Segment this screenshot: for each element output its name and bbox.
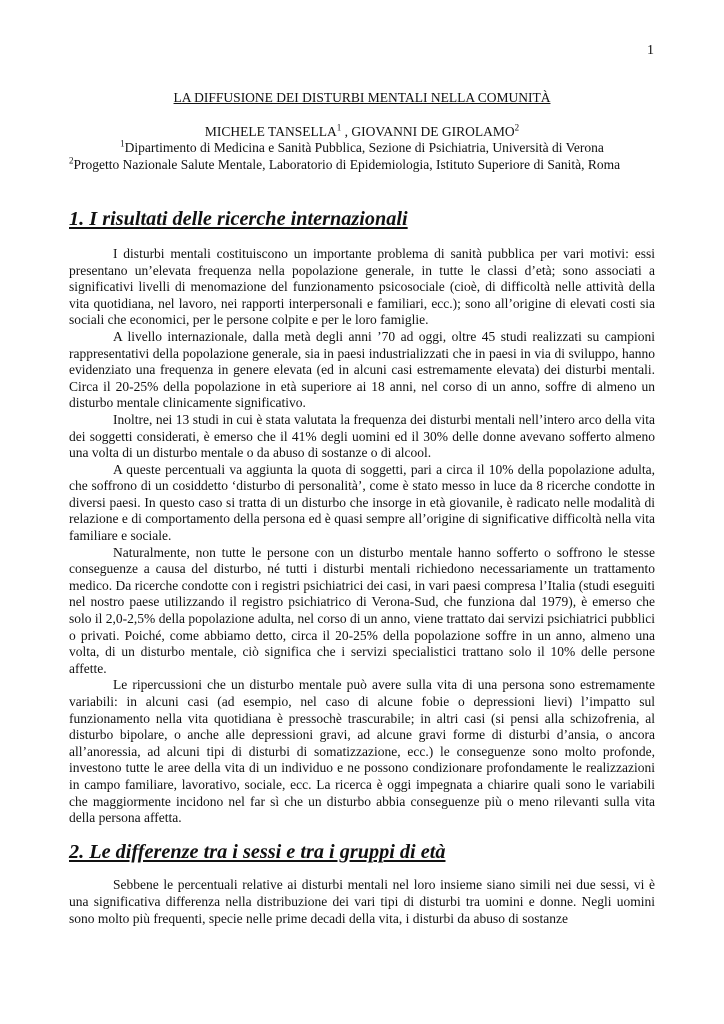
paragraph: Inoltre, nei 13 studi in cui è stata valutata la frequenza dei disturbi mentali nell’intero arco della vita dei soggetti considerati, è emerso che il 41% degli uomini ed il 30% delle donne avevano sofferto almeno una volta di un disturbo mentale o da abuso di sostanze o di alcool. [69, 411, 655, 461]
affiliation-superscript: 2 [69, 155, 74, 166]
paragraph: Le ripercussioni che un disturbo mentale può avere sulla vita di una persona sono estremamente variabili: in alcuni casi (ad esempio, nel caso di alcune fobie o depressioni lievi) l’impatto sul funzionamento nella vita quotidiana è pressochè trascurabile; in altri casi (si pensi alla schizofrenia, al disturbo bipolare, o anche alle depressioni gravi, ad alcune gravi forme di disturbi d’ansia, o ancora all’anoressia, ad alcuni tipi di disturbi di somatizzazione, ecc.) le conseguenze sono molto profonde, investono tutte le aree della vita di un individuo e ne possono condizionare profondamente le realizzazioni in campo familiare, lavorativo, sociale, ecc. La ricerca è oggi impegnata a chiarire quali sono le variabili che maggiormente incidono nel far sì che un disturbo abbia conseguenze più o meno rilevanti sulla vita della persona affetta. [69, 677, 655, 826]
paragraph: I disturbi mentali costituiscono un importante problema di sanità pubblica per vari motivi: essi presentano un’elevata frequenza nella popolazione generale, in tutte le classi d’età; sono associati a significativi livelli di menomazione del funzionamento psicosociale (cioè, di difficoltà nelle attività della vita quotidiana, nel lavoro, nei rapporti interpersonali e familiari, ecc.); sono all’origine di elevati costi sia sociali che economici, per le persone colpite e per le loro famiglie. [69, 245, 655, 328]
affiliation-line [69, 157, 655, 174]
paragraph: Naturalmente, non tutte le persone con un disturbo mentale hanno sofferto o soffrono le stesse conseguenze a causa del disturbo, né tutti i disturbi mentali richiedono necessariamente un trattamento medico. Da ricerche condotte con i registri psichiatrici dei casi, in vari paesi compresa l’Italia (studi eseguiti nel nostro paese utilizzando il registro psichiatrico di Verona-Sud, che funziona dal 1979), è emerso che solo il 2,0-2,5% della popolazione adulta, nel corso di un anno, viene trattato dai servizi psichiatrici pubblici o privati. Poiché, come abbiamo detto, circa il 20-25% della popolazione soffre in un anno, almeno una volta, di un disturbo mentale, ciò significa che i servizi specialistici trattano solo il 10% delle persone affette. [69, 544, 655, 676]
affiliation-text: Progetto Nazionale Salute Mentale, Laboratorio di Epidemiologia, Istituto Superiore di Sanità, Roma [73, 156, 621, 172]
document-content [69, 90, 655, 927]
affiliation-line [69, 140, 655, 157]
author-superscript: 1 [336, 122, 342, 133]
section-heading: 2. Le differenze tra i sessi e tra i gruppi di età [69, 840, 446, 863]
document-title: LA DIFFUSIONE DEI DISTURBI MENTALI NELLA COMUNITÀ [173, 90, 551, 105]
author-name: GIOVANNI DE GIROLAMO [351, 123, 515, 139]
page-number: 1 [647, 43, 654, 58]
affiliation-text: Dipartimento di Medicina e Sanità Pubblica, Sezione di Psichiatria, Università di Verona [124, 140, 604, 156]
affiliation-superscript: 1 [120, 138, 125, 149]
paragraph: Sebbene le percentuali relative ai disturbi mentali nel loro insieme siano simili nei due sessi, vi è una significativa differenza nella distribuzione dei vari tipi di disturbi tra uomini e donne. Negli uomini sono molto più frequenti, specie nelle prime decadi della vita, i disturbi da abuso di sostanze [69, 877, 655, 926]
author-line [69, 124, 655, 141]
paragraph: A queste percentuali va aggiunta la quota di soggetti, pari a circa il 10% della popolazione adulta, che soffrono di un cosiddetto ‘disturbo di personalità’, come è stato messo in luce da 8 ricerche condotte in diversi paesi. In questo caso si tratta di un disturbo che insorge in età giovanile, è radicato nelle modalità di relazione e di comportamento della persona ed è quasi sempre all’origine di significative difficoltà nella vita familiare e sociale. [69, 461, 655, 544]
author-name: MICHELE TANSELLA [204, 123, 337, 139]
section-heading: 1. I risultati delle ricerche internazionali [69, 208, 408, 231]
author-superscript: 2 [514, 122, 520, 133]
author-separator: , [341, 123, 352, 139]
paragraph: A livello internazionale, dalla metà degli anni ’70 ad oggi, oltre 45 studi realizzati su campioni rappresentativi della popolazione generale, sia in paesi industrializzati che in paesi in via di sviluppo, hanno evidenziato una frequenza in genere elevata (ed in alcuni casi estremamente elevata) dei disturbi mentali. Circa il 20-25% della popolazione in età superiore ai 18 anni, nel corso di un anno, soffre di almeno un disturbo mentale clinicamente significativo. [69, 328, 655, 411]
